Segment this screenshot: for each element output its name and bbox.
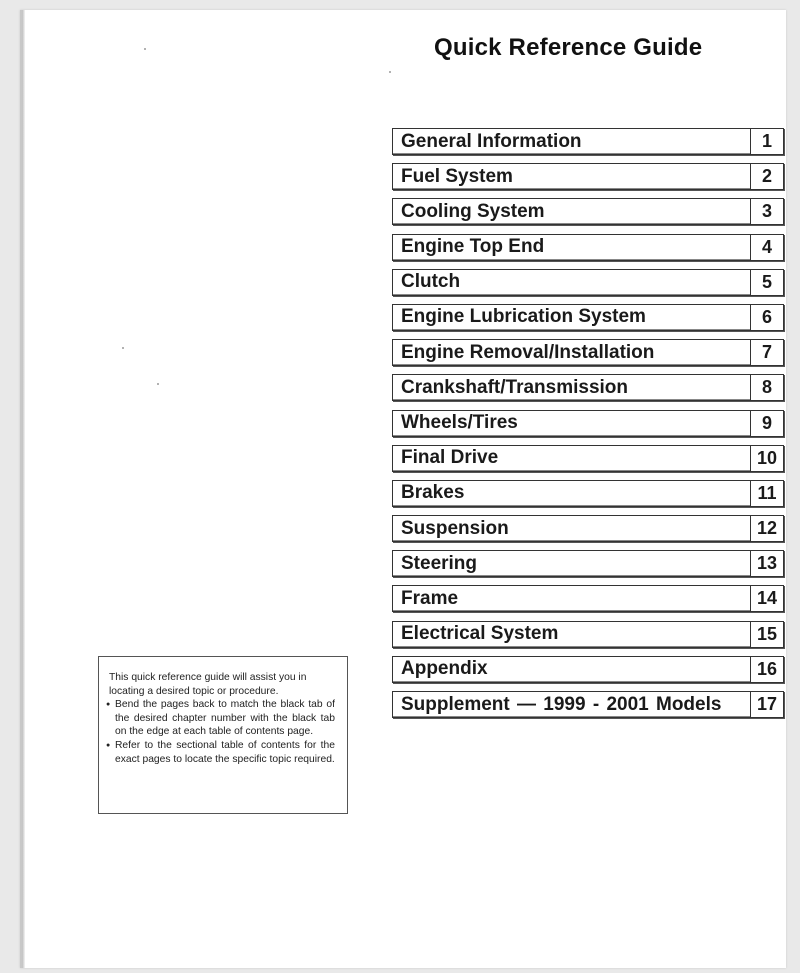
chapter-number-tab: 11 (750, 480, 784, 507)
chapter-label: Wheels/Tires (392, 410, 750, 437)
chapter-number-tab: 9 (750, 410, 784, 437)
chapter-label: Final Drive (392, 445, 750, 472)
chapter-number-tab: 17 (750, 691, 784, 718)
chapter-number-tab: 6 (750, 304, 784, 331)
chapter-number-tab: 13 (750, 550, 784, 577)
usage-note-list (109, 698, 335, 766)
chapter-label: Electrical System (392, 621, 750, 648)
chapter-label: Engine Removal/Installation (392, 339, 750, 366)
scan-speck (122, 347, 124, 349)
document-page (20, 10, 786, 968)
chapter-label: Engine Lubrication System (392, 304, 750, 331)
page-binding-edge (22, 10, 25, 968)
chapter-number-tab: 14 (750, 585, 784, 612)
chapter-row-general-information[interactable] (392, 128, 784, 155)
chapter-row-clutch[interactable] (392, 269, 784, 296)
chapter-label: Brakes (392, 480, 750, 507)
chapter-number-tab: 2 (750, 163, 784, 190)
chapter-number-tab: 4 (750, 234, 784, 261)
chapter-label: Fuel System (392, 163, 750, 190)
chapter-label: Frame (392, 585, 750, 612)
scan-speck (389, 71, 391, 73)
chapter-number-tab: 7 (750, 339, 784, 366)
chapter-row-cooling-system[interactable] (392, 198, 784, 225)
chapter-row-steering[interactable] (392, 550, 784, 577)
chapter-label: Supplement — 1999 - 2001 Models (392, 691, 750, 718)
chapter-row-frame[interactable] (392, 585, 784, 612)
chapter-label: Clutch (392, 269, 750, 296)
usage-note-box (98, 656, 348, 814)
chapter-row-appendix[interactable] (392, 656, 784, 683)
chapter-number-tab: 15 (750, 621, 784, 648)
chapter-row-fuel-system[interactable] (392, 163, 784, 190)
usage-note-intro: This quick reference guide will assist you in locating a desired topic or procedure. (109, 672, 307, 697)
scan-speck (157, 383, 159, 385)
chapter-number-tab: 1 (750, 128, 784, 155)
chapter-row-electrical-system[interactable] (392, 621, 784, 648)
chapter-number-tab: 8 (750, 374, 784, 401)
chapter-row-engine-top-end[interactable] (392, 234, 784, 261)
chapter-label: Engine Top End (392, 234, 750, 261)
chapter-label: Crankshaft/Transmission (392, 374, 750, 401)
chapter-label: Cooling System (392, 198, 750, 225)
usage-note-bullet: ● Bend the pages back to match the black tab of the desired chapter number with the black tab on the edge at each table of contents page. (109, 698, 335, 739)
chapter-row-supplement[interactable] (392, 691, 784, 718)
chapter-row-wheels-tires[interactable] (392, 410, 784, 437)
chapter-label: Steering (392, 550, 750, 577)
page-title: Quick Reference Guide (434, 34, 703, 61)
chapter-row-brakes[interactable] (392, 480, 784, 507)
scan-speck (144, 48, 146, 50)
chapter-label: Suspension (392, 515, 750, 542)
chapter-row-final-drive[interactable] (392, 445, 784, 472)
chapter-number-tab: 10 (750, 445, 784, 472)
usage-note-bullet: ● Refer to the sectional table of contents for the exact pages to locate the specific topic required. (109, 739, 335, 766)
chapter-row-suspension[interactable] (392, 515, 784, 542)
chapter-label: Appendix (392, 656, 750, 683)
chapter-number-tab: 3 (750, 198, 784, 225)
chapter-index (392, 128, 784, 726)
chapter-label: General Information (392, 128, 750, 155)
chapter-number-tab: 5 (750, 269, 784, 296)
chapter-row-engine-lubrication-system[interactable] (392, 304, 784, 331)
chapter-row-crankshaft-transmission[interactable] (392, 374, 784, 401)
chapter-row-engine-removal-installation[interactable] (392, 339, 784, 366)
chapter-number-tab: 16 (750, 656, 784, 683)
chapter-number-tab: 12 (750, 515, 784, 542)
